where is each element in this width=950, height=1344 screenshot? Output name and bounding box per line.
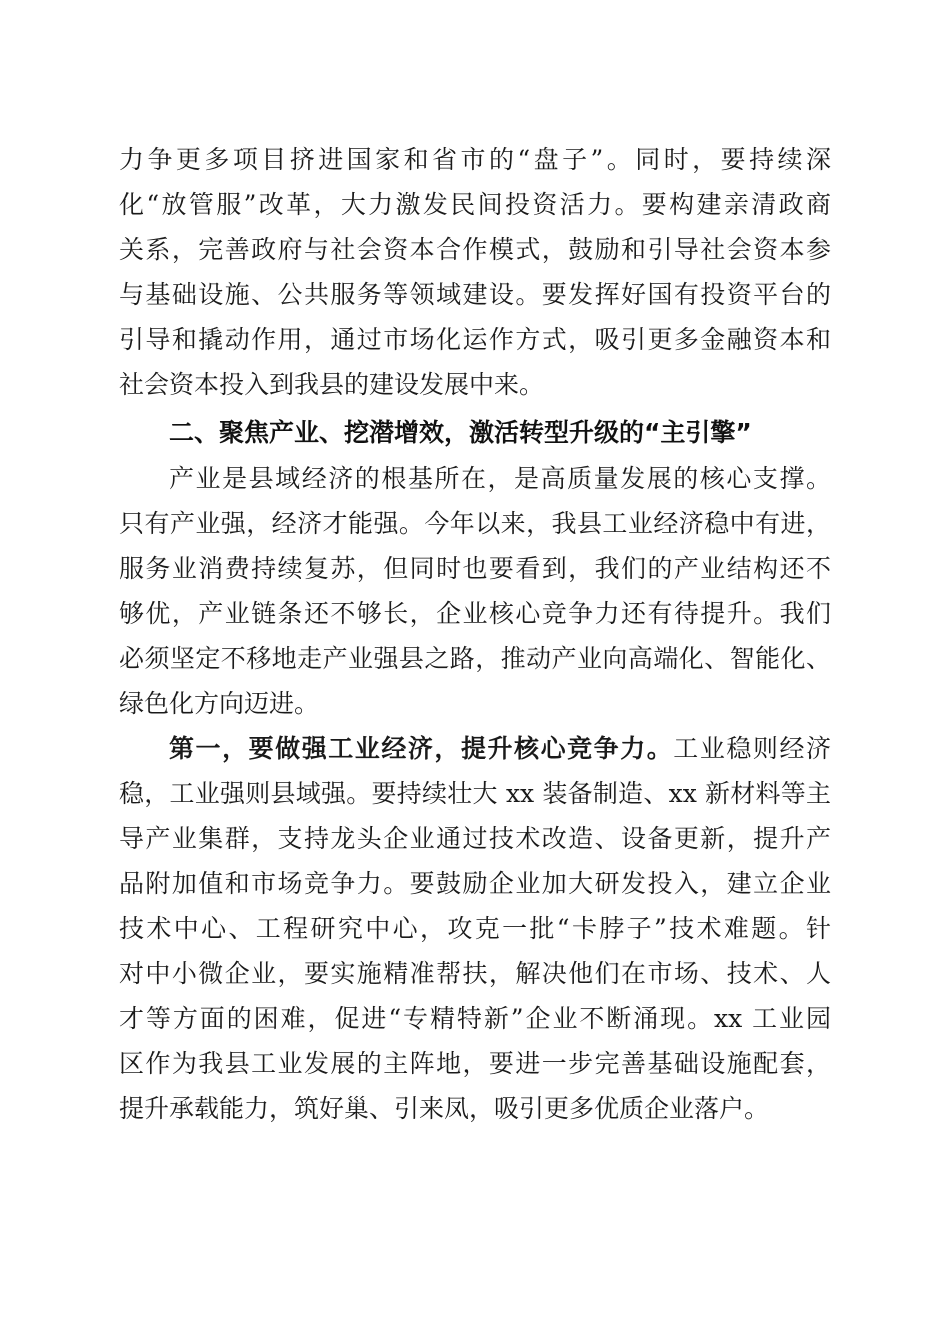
paragraph-3-line-3: 导产业集群，支持龙头企业通过技术改造、设备更新，提升产 bbox=[119, 824, 831, 853]
paragraph-3-lead: 第一，要做强工业经济，提升核心竞争力。 bbox=[169, 734, 674, 763]
paragraph-3-line-1 bbox=[169, 727, 831, 771]
paragraph-2-line-2: 只有产业强，经济才能强。今年以来，我县工业经济稳中有进， bbox=[119, 509, 831, 538]
paragraph-1-line-6: 社会资本投入到我县的建设发展中来。 bbox=[119, 370, 545, 399]
paragraph-2-line-3: 服务业消费持续复苏，但同时也要看到，我们的产业结构还不 bbox=[119, 554, 831, 583]
paragraph-1-line-5: 引导和撬动作用，通过市场化运作方式，吸引更多金融资本和 bbox=[119, 325, 831, 354]
paragraph-1-line-1: 力争更多项目挤进国家和省市的“盘子”。同时，要持续深 bbox=[119, 145, 831, 174]
paragraph-1-line-4: 与基础设施、公共服务等领域建设。要发挥好国有投资平台的 bbox=[119, 280, 831, 309]
paragraph-3-line-6: 对中小微企业，要实施精准帮扶，解决他们在市场、技术、人 bbox=[119, 959, 831, 988]
paragraph-3-line-2: 稳，工业强则县域强。要持续壮大 xx 装备制造、xx 新材料等主 bbox=[119, 779, 831, 808]
paragraph-3-line-8: 区作为我县工业发展的主阵地，要进一步完善基础设施配套， bbox=[119, 1049, 831, 1078]
paragraph-2-line-1: 产业是县域经济的根基所在，是高质量发展的核心支撑。 bbox=[169, 464, 831, 493]
paragraph-2-line-4: 够优，产业链条还不够长，企业核心竞争力还有待提升。我们 bbox=[119, 599, 831, 628]
paragraph-1-line-3: 关系，完善政府与社会资本合作模式，鼓励和引导社会资本参 bbox=[119, 235, 831, 264]
section-heading: 二、聚焦产业、挖潜增效，激活转型升级的“主引擎” bbox=[169, 418, 752, 447]
paragraph-2-line-5: 必须坚定不移地走产业强县之路，推动产业向高端化、智能化、 bbox=[119, 644, 831, 673]
paragraph-1-line-2: 化“放管服”改革，大力激发民间投资活力。要构建亲清政商 bbox=[119, 190, 831, 219]
paragraph-3-first-line-rest: 工业稳则经济 bbox=[673, 734, 831, 763]
paragraph-3-line-4: 品附加值和市场竞争力。要鼓励企业加大研发投入，建立企业 bbox=[119, 869, 831, 898]
paragraph-2-line-6: 绿色化方向迈进。 bbox=[119, 689, 320, 718]
paragraph-3-line-9: 提升承载能力，筑好巢、引来凤，吸引更多优质企业落户。 bbox=[119, 1094, 770, 1123]
paragraph-3-line-5: 技术中心、工程研究中心，攻克一批“卡脖子”技术难题。针 bbox=[119, 914, 831, 943]
paragraph-3-line-7: 才等方面的困难，促进“专精特新”企业不断涌现。xx 工业园 bbox=[119, 1004, 831, 1033]
